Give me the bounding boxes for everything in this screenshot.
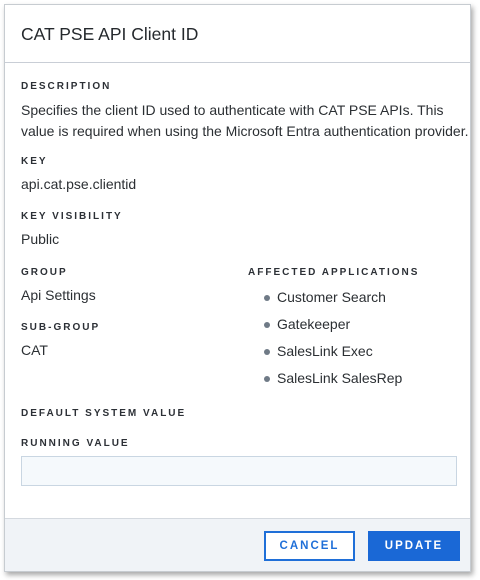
bullet-icon (264, 295, 270, 301)
application-name: Customer Search (277, 289, 386, 305)
application-name: SalesLink Exec (277, 343, 373, 359)
list-item (263, 316, 402, 343)
bullet-icon (264, 349, 270, 355)
key-label: KEY (21, 156, 48, 167)
application-name: SalesLink SalesRep (277, 370, 403, 386)
description-label: DESCRIPTION (21, 81, 112, 92)
list-item (263, 370, 402, 397)
dialog-title: CAT PSE API Client ID (21, 24, 199, 44)
key-value: api.cat.pse.clientid (21, 176, 137, 192)
key-visibility-label: KEY VISIBILITY (21, 211, 123, 222)
group-value: Api Settings (21, 287, 96, 303)
affected-applications-list (263, 289, 402, 397)
update-button[interactable]: UPDATE (368, 531, 460, 561)
bullet-icon (264, 376, 270, 382)
cancel-button[interactable]: CANCEL (264, 531, 355, 561)
description-text: Specifies the client ID used to authenticate with CAT PSE APIs. This value is required when using the Microsoft Entra authentication provider. (21, 102, 469, 139)
affected-applications-label: AFFECTED APPLICATIONS (248, 267, 420, 278)
key-visibility-value: Public (21, 231, 60, 247)
default-system-value-label: DEFAULT SYSTEM VALUE (21, 408, 187, 419)
list-item (263, 343, 402, 370)
setting-detail-dialog (4, 4, 471, 572)
running-value-input[interactable] (21, 456, 457, 486)
running-value-label: RUNNING VALUE (21, 438, 130, 449)
dialog-header (5, 5, 470, 63)
bullet-icon (264, 322, 270, 328)
list-item (263, 289, 402, 316)
application-name: Gatekeeper (277, 316, 351, 332)
dialog-footer (5, 518, 470, 571)
sub-group-value: CAT (21, 342, 48, 358)
group-label: GROUP (21, 267, 68, 278)
sub-group-label: SUB-GROUP (21, 322, 101, 333)
